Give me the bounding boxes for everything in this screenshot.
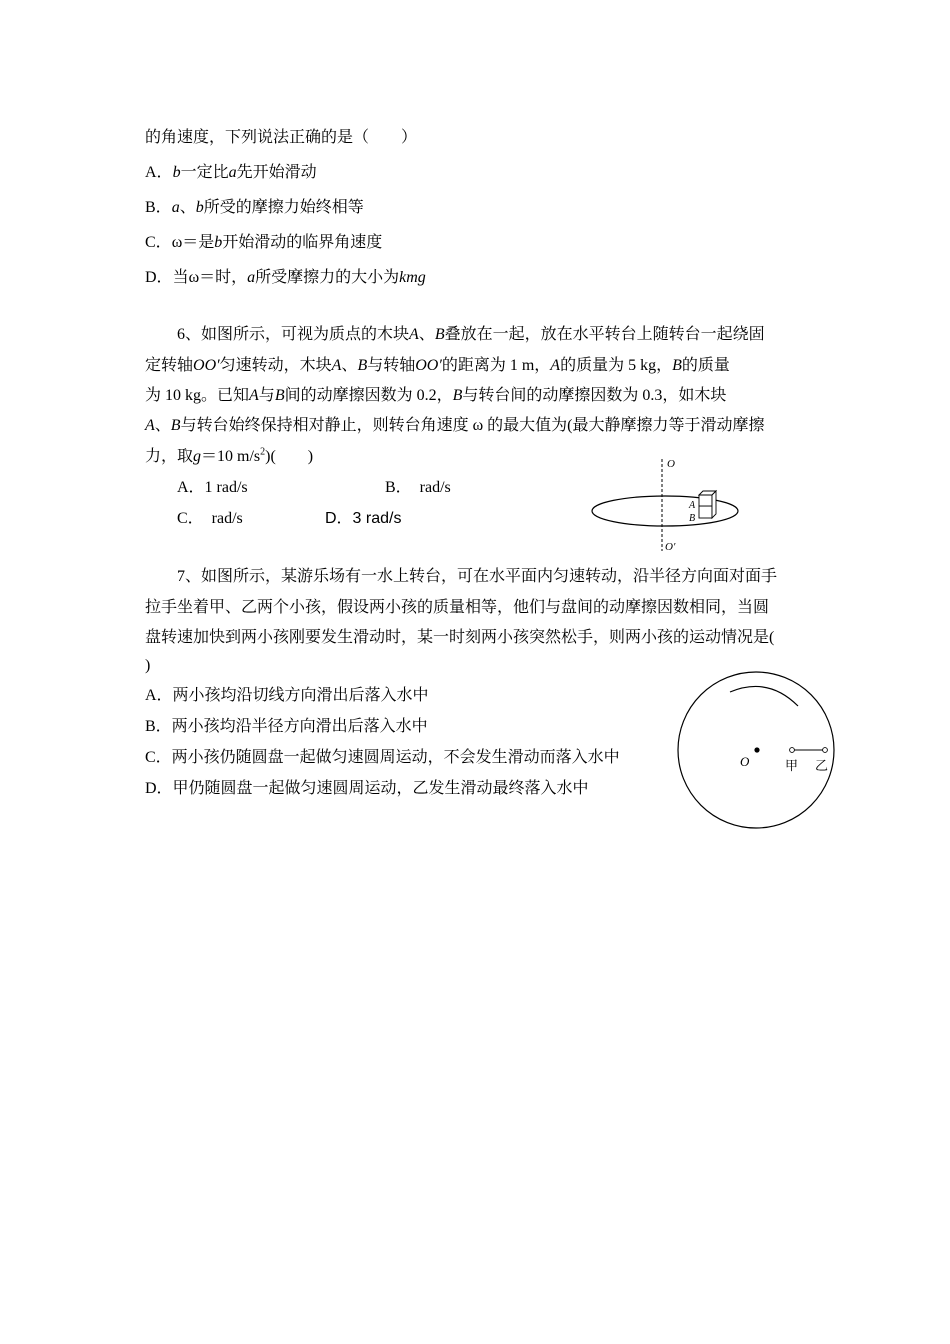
blocks-stack [699, 491, 716, 518]
q6-line-1-seg-2: 、 [418, 326, 435, 343]
q6-line-1-seg-1: A [409, 326, 419, 343]
q5-option-a-text-seg-2: a [228, 164, 237, 181]
q7-option-c: C．两小孩仍随圆盘一起做匀速圆周运动，不会发生滑动而落入水中 [145, 749, 620, 766]
q5-option-a-text-seg-0: b [172, 164, 181, 181]
q5-option-b [145, 198, 364, 218]
q5-option-d-label: D． [145, 269, 173, 286]
q5-option-b-text-seg-1: 、 [179, 199, 196, 216]
q6-line-2-seg-2: 匀速转动，木块 [219, 357, 332, 374]
q6-line-4-seg-3: 与转台始终保持相对静止，则转台角速度 ω 的最大值为(最大静摩擦力等于滑动摩擦 [180, 417, 765, 434]
q5-option-b-label: B． [145, 199, 172, 216]
q5-option-a-text [173, 164, 317, 181]
q5-option-c-text [172, 234, 383, 251]
q5-option-d-text [173, 269, 426, 286]
q7-option-a: A．两小孩均沿切线方向滑出后落入水中 [145, 687, 429, 704]
q6-line-1-seg-3: B [434, 326, 445, 343]
label-a: A [689, 500, 696, 511]
q6-option-b: B． rad/s [385, 479, 451, 496]
q6-line-2-seg-12: 的质量 [681, 357, 730, 374]
q6-line-1-seg-0: 6、如图所示，可视为质点的木块 [177, 326, 410, 343]
q6-line-3-seg-5: B [452, 387, 463, 404]
q6-line-3-seg-1: A [249, 387, 259, 404]
center-dot [754, 747, 759, 752]
q7-line-1: 7、如图所示，某游乐场有一水上转台，可在水平面内匀速转动，沿半径方向面对面手 [177, 568, 778, 585]
q6-line-2-seg-0: 定转轴 [145, 357, 194, 374]
q7-line-4: ) [145, 657, 151, 674]
q7-option-d: D．甲仍随圆盘一起做匀速圆周运动，乙发生滑动最终落入水中 [145, 780, 589, 797]
label-o-prime: O′ [665, 541, 676, 553]
q6-line-4-seg-2: B [170, 417, 181, 434]
q6-line-2-seg-3: A [331, 357, 342, 374]
q6-line-5 [145, 447, 313, 467]
q5-option-a-text-seg-3: 先开始滑动 [236, 164, 317, 181]
q6-line-3-seg-3: B [274, 387, 285, 404]
q6-line-3 [145, 386, 726, 406]
q6-line-5-pre: 力，取 [145, 448, 194, 465]
q5-option-c [145, 233, 382, 253]
q5-option-c-text-seg-2: 开始滑动的临界角速度 [222, 234, 383, 251]
q6-line-2-seg-6: 与转轴 [367, 357, 416, 374]
q6-option-d: D．3 rad/s [325, 510, 402, 527]
q6-line-2-seg-7: OO′ [415, 357, 442, 374]
q6-option-c: C． rad/s [177, 510, 243, 527]
q7-figure [670, 668, 845, 833]
q6-line-2-seg-4: 、 [341, 357, 358, 374]
q6-line-5-mid: ＝10 m/s [201, 448, 261, 465]
q6-line-2-seg-10: 的质量为 5 kg， [560, 357, 673, 374]
q6-line-3-seg-6: 与转台间的动摩擦因数为 0.3，如木块 [462, 387, 727, 404]
q6-figure [585, 455, 745, 555]
q6-line-3-seg-2: 与 [258, 387, 275, 404]
q7-line-3: 盘转速加快到两小孩刚要发生滑动时，某一时刻两小孩突然松手，则两小孩的运动情况是( [145, 629, 775, 646]
q5-option-d-text-seg-2: 所受摩擦力的大小为 [255, 269, 400, 286]
q5-option-c-label: C． [145, 234, 172, 251]
q6-line-2-seg-1: OO′ [193, 357, 220, 374]
q5-option-d-text-seg-0: 当ω＝时， [172, 269, 248, 286]
label-o: O [667, 458, 675, 470]
q5-option-c-text-seg-1: b [214, 234, 223, 251]
child-yi-dot [823, 748, 828, 753]
q6-line-5-sup: 2 [260, 446, 266, 458]
q6-line-2 [145, 356, 730, 376]
q6-line-2-seg-11: B [672, 357, 682, 374]
rotation-arc [730, 686, 798, 706]
q5-option-b-text-seg-2: b [195, 199, 204, 216]
label-b: B [689, 513, 696, 524]
q6-line-5-g: g [193, 448, 202, 465]
q5-option-d [145, 268, 426, 288]
label-yi: 乙 [815, 758, 829, 773]
q6-line-2-seg-5: B [357, 357, 368, 374]
q5-option-b-text-seg-0: a [171, 199, 180, 216]
q5-option-b-text [172, 199, 364, 216]
child-jia-dot [790, 748, 795, 753]
q6-line-2-seg-9: A [550, 357, 561, 374]
q6-line-5-post: )( ) [265, 448, 314, 465]
q7-line-2: 拉手坐着甲、乙两个小孩，假设两小孩的质量相等，他们与盘间的动摩擦因数相同，当圆 [145, 599, 770, 616]
q6-line-3-seg-0: 为 10 kg。已知 [145, 387, 250, 404]
q6-line-4-seg-0: A [145, 417, 155, 434]
q5-stem-tail: 的角速度，下列说法正确的是（ ） [145, 129, 418, 146]
q6-line-2-seg-8: 的距离为 1 m， [441, 357, 551, 374]
q5-option-d-text-seg-3: kmg [399, 269, 426, 286]
q6-option-a: A．1 rad/s [177, 479, 248, 496]
q5-option-a [145, 163, 317, 183]
q6-line-3-seg-4: 间的动摩擦因数为 0.2， [284, 387, 453, 404]
q5-option-d-text-seg-1: a [247, 269, 256, 286]
q5-option-a-label: A． [145, 164, 173, 181]
q7-option-b: B．两小孩均沿半径方向滑出后落入水中 [145, 718, 428, 735]
label-o: O [740, 754, 750, 769]
q6-line-4 [145, 416, 764, 436]
q5-option-b-text-seg-3: 所受的摩擦力始终相等 [203, 199, 364, 216]
q5-option-a-text-seg-1: 一定比 [180, 164, 229, 181]
q5-option-c-text-seg-0: ω＝是 [171, 234, 215, 251]
q6-line-4-seg-1: 、 [154, 417, 171, 434]
q6-line-1 [177, 325, 765, 345]
label-jia: 甲 [785, 758, 799, 773]
q6-line-1-seg-4: 叠放在一起，放在水平转台上随转台一起绕固 [444, 326, 765, 343]
